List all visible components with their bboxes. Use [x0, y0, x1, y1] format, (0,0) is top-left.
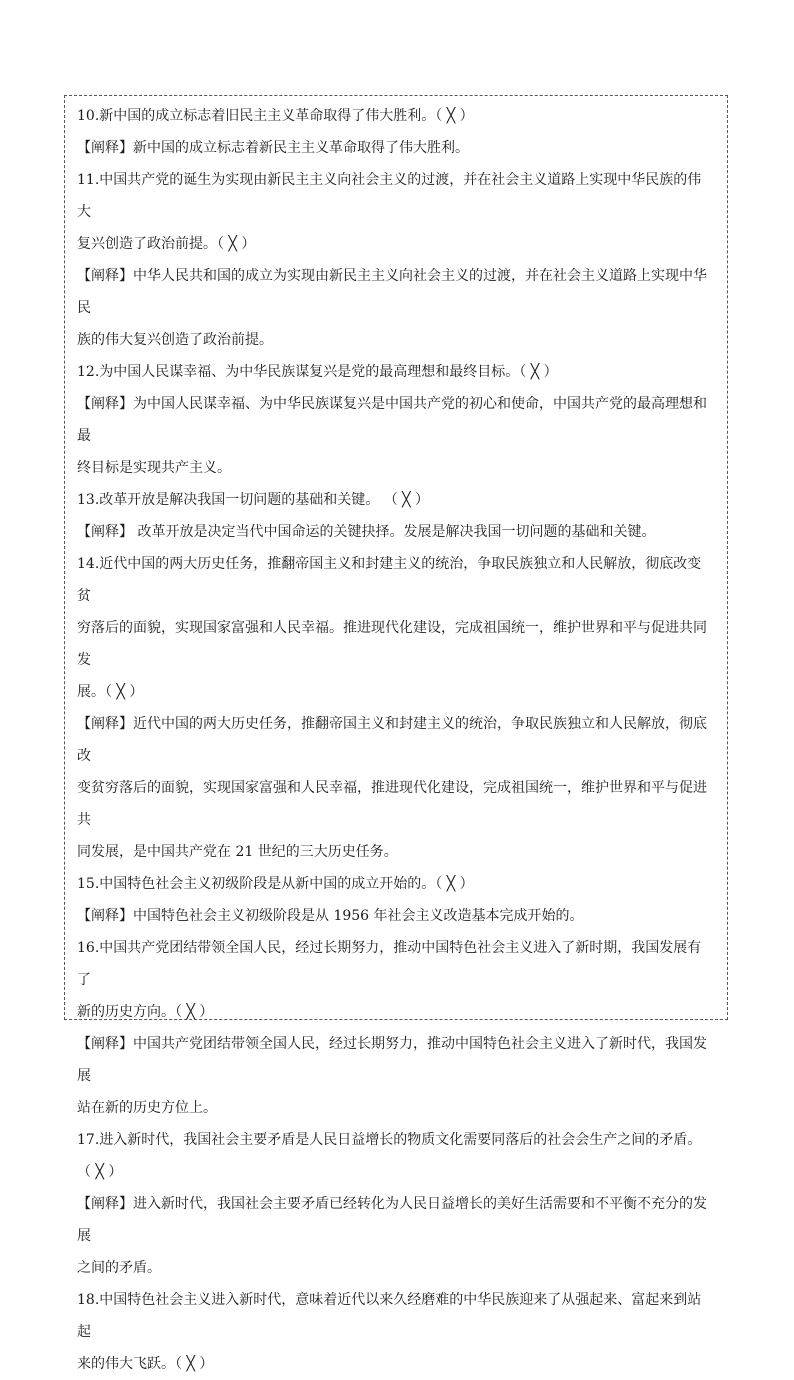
explanation-12	[77, 388, 713, 484]
explanation-14	[77, 708, 713, 868]
question-14	[77, 548, 713, 708]
question-16-line-2: 新的历史方向。（ ╳ ）	[77, 1004, 214, 1020]
question-15-line-1: 15.中国特色社会主义初级阶段是从新中国的成立开始的。（ ╳ ）	[77, 876, 474, 892]
question-14-line-3: 展。（ ╳ ）	[77, 684, 144, 700]
question-14-line-2: 穷落后的面貌，实现国家富强和人民幸福。推进现代化建设，完成祖国统一，维护世界和平与促进共同发	[77, 620, 707, 668]
question-13	[77, 484, 713, 516]
explanation-10	[77, 132, 713, 164]
explanation-15-line-1: 【阐释】中国特色社会主义初级阶段是从 1956 年社会主义改造基本完成开始的。	[77, 908, 584, 924]
explanation-17	[77, 1188, 713, 1284]
explanation-17-line-1: 【阐释】进入新时代，我国社会主要矛盾已经转化为人民日益增长的美好生活需要和不平衡不充分的发展	[77, 1196, 707, 1244]
question-11	[77, 164, 713, 260]
question-13-line-1: 13.改革开放是解决我国一切问题的基础和关键。 （ ╳ ）	[77, 492, 430, 508]
question-18-line-1: 18.中国特色社会主义进入新时代，意味着近代以来久经磨难的中华民族迎来了从强起来、富起来到站起	[77, 1292, 702, 1340]
explanation-11	[77, 260, 713, 356]
question-18-line-2: 来的伟大飞跃。（ ╳ ）	[77, 1356, 214, 1372]
question-17-line-1: 17.进入新时代，我国社会主要矛盾是人民日益增长的物质文化需要同落后的社会会生产之间的矛盾。	[77, 1132, 702, 1148]
question-10-line-1: 10.新中国的成立标志着旧民主主义革命取得了伟大胜利。（ ╳ ）	[77, 108, 474, 124]
question-12	[77, 356, 713, 388]
explanation-15	[77, 900, 713, 932]
question-16-line-1: 16.中国共产党团结带领全国人民，经过长期努力，推动中国特色社会主义进入了新时期，我国发展有了	[77, 940, 702, 988]
explanation-10-line-1: 【阐释】新中国的成立标志着新民主主义革命取得了伟大胜利。	[77, 140, 469, 156]
explanation-14-line-1: 【阐释】近代中国的两大历史任务，推翻帝国主义和封建主义的统治，争取民族独立和人民解放，彻底改	[77, 716, 707, 764]
question-10	[77, 100, 713, 132]
explanation-14-line-2: 变贫穷落后的面貌，实现国家富强和人民幸福，推进现代化建设，完成祖国统一，维护世界和平与促进共	[77, 780, 707, 828]
question-17	[77, 1124, 713, 1188]
explanation-13	[77, 516, 713, 548]
explanation-11-line-2: 族的伟大复兴创造了政治前提。	[77, 332, 273, 348]
question-11-line-1: 11.中国共产党的诞生为实现由新民主主义向社会主义的过渡，并在社会主义道路上实现中华民族的伟大	[77, 172, 702, 220]
question-11-line-2: 复兴创造了政治前提。（ ╳ ）	[77, 236, 256, 252]
explanation-12-line-1: 【阐释】为中国人民谋幸福、为中华民族谋复兴是中国共产党的初心和使命，中国共产党的最高理想和最	[77, 396, 707, 444]
explanation-16-line-2: 站在新的历史方位上。	[77, 1100, 217, 1116]
question-17-line-2: （ ╳ ）	[77, 1164, 123, 1180]
question-18	[77, 1284, 713, 1380]
explanation-11-line-1: 【阐释】中华人民共和国的成立为实现由新民主主义向社会主义的过渡，并在社会主义道路上实现中华民	[77, 268, 707, 316]
explanation-13-line-1: 【阐释】 改革开放是决定当代中国命运的关键抉择。发展是解决我国一切问题的基础和关键。	[77, 524, 656, 540]
explanation-16	[77, 1028, 713, 1124]
explanation-14-line-3: 同发展，是中国共产党在 21 世纪的三大历史任务。	[77, 844, 398, 860]
question-14-line-1: 14.近代中国的两大历史任务，推翻帝国主义和封建主义的统治，争取民族独立和人民解放，彻底改变贫	[77, 556, 702, 604]
explanation-16-line-1: 【阐释】中国共产党团结带领全国人民，经过长期努力，推动中国特色社会主义进入了新时代，我国发展	[77, 1036, 707, 1084]
explanation-12-line-2: 终目标是实现共产主义。	[77, 460, 231, 476]
question-answer-box	[64, 95, 728, 1372]
question-15	[77, 868, 713, 900]
question-12-line-1: 12.为中国人民谋幸福、为中华民族谋复兴是党的最高理想和最终目标。（ ╳ ）	[77, 364, 558, 380]
explanation-17-line-2: 之间的矛盾。	[77, 1260, 161, 1276]
question-16	[77, 932, 713, 1028]
